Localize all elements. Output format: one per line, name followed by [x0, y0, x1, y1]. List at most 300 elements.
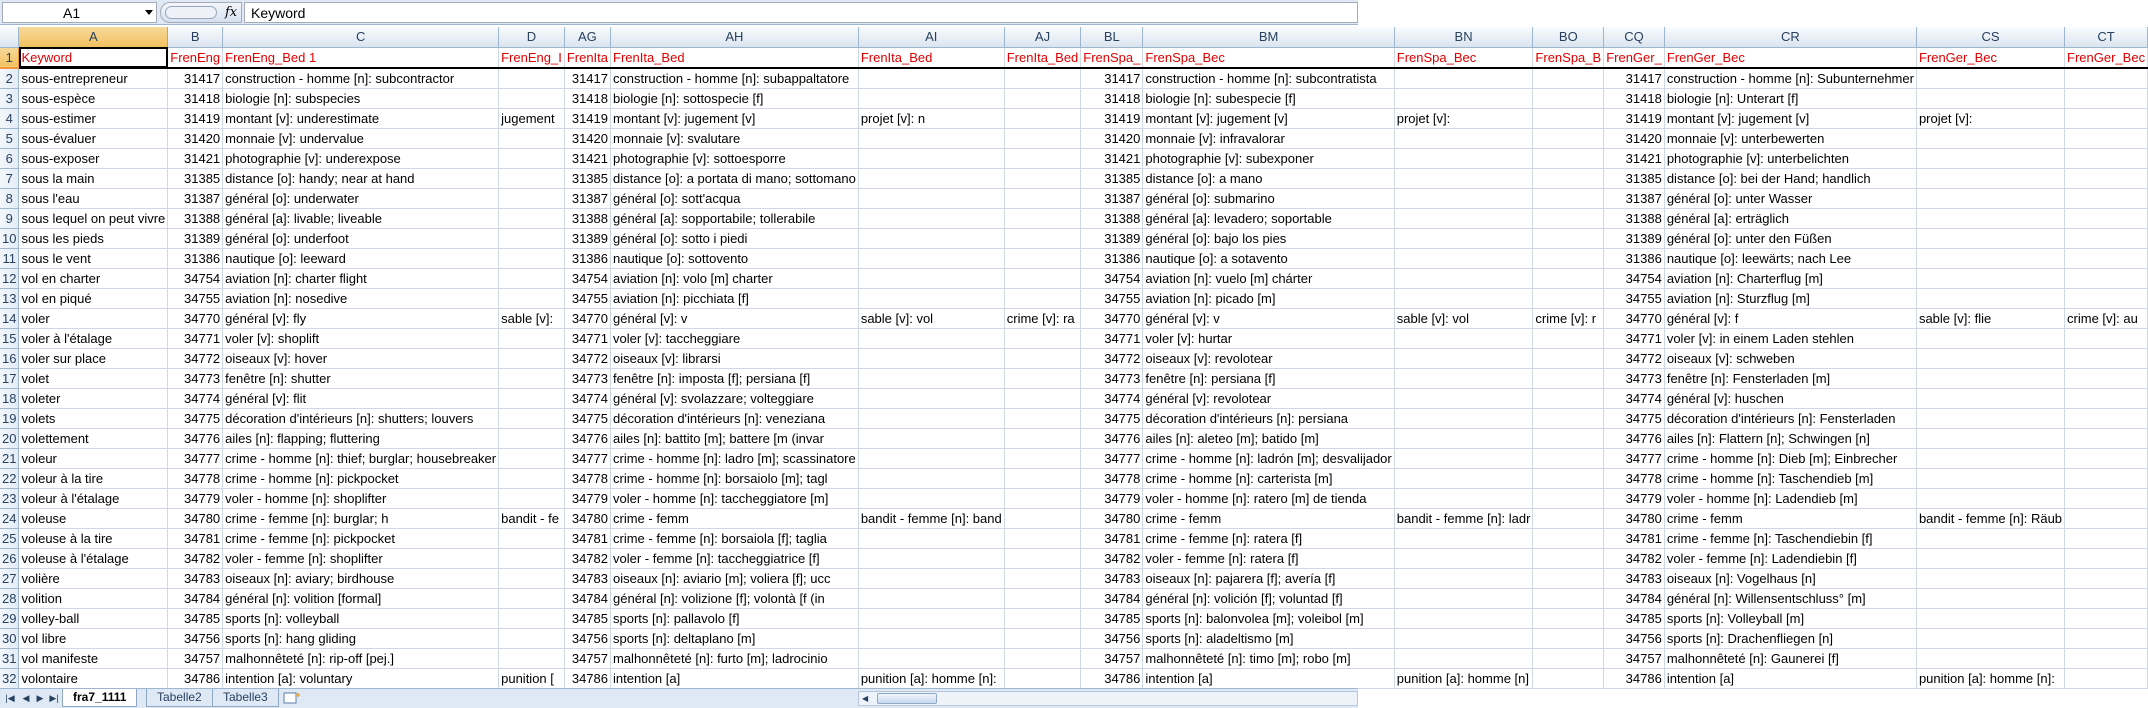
cell[interactable] [858, 528, 1004, 548]
cell[interactable]: vol en piqué [19, 288, 168, 308]
cell[interactable] [1004, 268, 1081, 288]
cell[interactable] [499, 488, 565, 508]
cell[interactable]: voleur à la tire [19, 468, 168, 488]
cell[interactable]: Keyword [19, 47, 168, 68]
cell[interactable]: nautique [o]: leewärts; nach Lee [1664, 248, 1916, 268]
cell[interactable]: punition [a]: homme [n]: [1916, 668, 2064, 688]
cell[interactable] [858, 388, 1004, 408]
cell[interactable] [1004, 208, 1081, 228]
cell[interactable]: général [v]: revolotear [1143, 388, 1394, 408]
cell[interactable] [1533, 668, 1604, 688]
row-header[interactable]: 32 [0, 668, 19, 688]
cell[interactable]: 31419 [1604, 108, 1665, 128]
cell[interactable]: crime - homme [n]: ladrón [m]; desvalijador [1143, 448, 1394, 468]
cell[interactable]: 34782 [1081, 548, 1143, 568]
cell[interactable] [499, 628, 565, 648]
cell[interactable] [1916, 88, 2064, 108]
cell[interactable]: distance [o]: bei der Hand; handlich [1664, 168, 1916, 188]
cell[interactable]: 31417 [564, 68, 610, 89]
cell[interactable] [1394, 368, 1533, 388]
row-header[interactable]: 18 [0, 388, 19, 408]
scroll-thumb[interactable] [877, 693, 937, 704]
cell[interactable]: 34773 [168, 368, 223, 388]
cell[interactable] [1916, 288, 2064, 308]
row-header[interactable]: 4 [0, 108, 19, 128]
cell[interactable]: FrenSpa_Bec [1394, 47, 1533, 68]
cell[interactable]: voler [v]: hurtar [1143, 328, 1394, 348]
cell[interactable] [1533, 148, 1604, 168]
cell[interactable] [499, 248, 565, 268]
cell[interactable] [1394, 128, 1533, 148]
cell[interactable] [1394, 188, 1533, 208]
cell[interactable]: photographie [v]: subexponer [1143, 148, 1394, 168]
cell[interactable]: sports [n]: volleyball [223, 608, 499, 628]
cell[interactable]: général [o]: underwater [223, 188, 499, 208]
cell[interactable]: 34771 [1604, 328, 1665, 348]
cell[interactable]: 34775 [1081, 408, 1143, 428]
cell[interactable]: monnaie [v]: undervalue [223, 128, 499, 148]
cell[interactable]: général [o]: unter Wasser [1664, 188, 1916, 208]
cell[interactable] [499, 428, 565, 448]
sheet-tab-fra7-1111[interactable]: fra7_1111 [62, 689, 137, 707]
cell[interactable] [1916, 168, 2064, 188]
column-header[interactable]: CR [1664, 27, 1916, 47]
cell[interactable] [1394, 68, 1533, 89]
cell[interactable]: 34779 [1081, 488, 1143, 508]
cell[interactable] [858, 88, 1004, 108]
cell[interactable]: 31420 [1604, 128, 1665, 148]
cell[interactable]: sable [v]: vol [1394, 308, 1533, 328]
cell[interactable]: jugement [499, 108, 565, 128]
cell[interactable] [1004, 348, 1081, 368]
cell[interactable] [499, 648, 565, 668]
cell[interactable]: 34755 [1604, 288, 1665, 308]
cell[interactable]: sous-évaluer [19, 128, 168, 148]
cell[interactable]: distance [o]: handy; near at hand [223, 168, 499, 188]
cell[interactable] [1394, 628, 1533, 648]
cell[interactable]: crime - femm [611, 508, 859, 528]
cell[interactable]: sports [n]: Drachenfliegen [n] [1664, 628, 1916, 648]
first-sheet-icon[interactable]: |◀ [5, 693, 15, 703]
cell[interactable]: voler - femme [n]: Ladendiebin [f] [1664, 548, 1916, 568]
cell[interactable] [1004, 408, 1081, 428]
cell[interactable] [1916, 468, 2064, 488]
cell[interactable]: 34781 [168, 528, 223, 548]
cell[interactable]: voler - homme [n]: taccheggiatore [m] [611, 488, 859, 508]
cell[interactable] [2065, 288, 2148, 308]
cell[interactable]: voleuse à la tire [19, 528, 168, 548]
cell[interactable] [1004, 588, 1081, 608]
cell[interactable]: 34781 [564, 528, 610, 548]
cell[interactable]: 34783 [564, 568, 610, 588]
cell[interactable]: 31389 [168, 228, 223, 248]
cell[interactable]: ailes [n]: Flattern [n]; Schwingen [n] [1664, 428, 1916, 448]
cell[interactable]: 34776 [1604, 428, 1665, 448]
cell[interactable] [858, 68, 1004, 89]
cell[interactable]: sous-exposer [19, 148, 168, 168]
cell[interactable]: sports [n]: aladeltismo [m] [1143, 628, 1394, 648]
cell[interactable] [499, 548, 565, 568]
cell[interactable] [1533, 208, 1604, 228]
cell[interactable] [1394, 528, 1533, 548]
cell[interactable]: 34786 [564, 668, 610, 688]
cell[interactable] [2065, 568, 2148, 588]
column-header[interactable]: C [223, 27, 499, 47]
cell[interactable] [1004, 248, 1081, 268]
cell[interactable]: général [v]: f [1664, 308, 1916, 328]
cell[interactable]: oiseaux [n]: aviary; birdhouse [223, 568, 499, 588]
cell[interactable]: oiseaux [v]: schweben [1664, 348, 1916, 368]
cell[interactable] [1916, 128, 2064, 148]
cell[interactable]: 34756 [1081, 628, 1143, 648]
cell[interactable] [2065, 408, 2148, 428]
cell[interactable]: 34771 [168, 328, 223, 348]
cell[interactable]: 34756 [168, 628, 223, 648]
cell[interactable] [1916, 408, 2064, 428]
cell[interactable]: 31385 [564, 168, 610, 188]
cell[interactable]: FrenGer_Bec [1664, 47, 1916, 68]
cell[interactable]: voler [v]: taccheggiare [611, 328, 859, 348]
cell[interactable]: vol en charter [19, 268, 168, 288]
cell[interactable]: 34783 [1604, 568, 1665, 588]
cell[interactable]: voler - femme [n]: taccheggiatrice [f] [611, 548, 859, 568]
cell[interactable]: sports [n]: Volleyball [m] [1664, 608, 1916, 628]
cell[interactable]: 34757 [1604, 648, 1665, 668]
cell[interactable] [499, 448, 565, 468]
cell[interactable]: crime - femme [n]: pickpocket [223, 528, 499, 548]
cell[interactable]: biologie [n]: subspecies [223, 88, 499, 108]
cell[interactable]: 31421 [168, 148, 223, 168]
cell[interactable]: général [v]: v [1143, 308, 1394, 328]
cell[interactable]: oiseaux [n]: pajarera [f]; avería [f] [1143, 568, 1394, 588]
cell[interactable] [499, 68, 565, 89]
cell[interactable]: général [a]: erträglich [1664, 208, 1916, 228]
cell[interactable] [1533, 368, 1604, 388]
cell[interactable]: 34785 [168, 608, 223, 628]
cell[interactable] [1004, 648, 1081, 668]
cell[interactable] [1394, 228, 1533, 248]
cell[interactable] [1916, 568, 2064, 588]
cell[interactable]: général [n]: volición [f]; voluntad [f] [1143, 588, 1394, 608]
cell[interactable] [858, 448, 1004, 468]
cell[interactable]: voler sur place [19, 348, 168, 368]
cell[interactable] [499, 208, 565, 228]
cell[interactable]: 34772 [564, 348, 610, 368]
cell[interactable] [2065, 128, 2148, 148]
cell[interactable]: 34774 [564, 388, 610, 408]
cell[interactable] [858, 568, 1004, 588]
cell[interactable]: construction - homme [n]: subcontratista [1143, 68, 1394, 89]
cell[interactable] [1004, 568, 1081, 588]
cell[interactable] [1533, 568, 1604, 588]
cell[interactable]: punition [a]: homme [n] [1394, 668, 1533, 688]
cell[interactable]: montant [v]: jugement [v] [1143, 108, 1394, 128]
cell[interactable] [499, 268, 565, 288]
cell[interactable] [1004, 88, 1081, 108]
cell[interactable]: FrenGer_Bec [2065, 47, 2148, 68]
cell[interactable]: sports [n]: balonvolea [m]; voleibol [m] [1143, 608, 1394, 628]
cell[interactable]: aviation [n]: Sturzflug [m] [1664, 288, 1916, 308]
cell[interactable] [1004, 468, 1081, 488]
cell[interactable]: 34779 [168, 488, 223, 508]
cell[interactable]: punition [a]: homme [n]: [858, 668, 1004, 688]
cell[interactable] [1916, 448, 2064, 468]
cell[interactable]: 34785 [1604, 608, 1665, 628]
cell[interactable] [1004, 68, 1081, 89]
cell[interactable] [1394, 588, 1533, 608]
cell[interactable]: 34783 [168, 568, 223, 588]
cell[interactable]: 34774 [1604, 388, 1665, 408]
cell[interactable]: général [v]: huschen [1664, 388, 1916, 408]
cell[interactable]: sports [n]: hang gliding [223, 628, 499, 648]
cell[interactable]: général [v]: v [611, 308, 859, 328]
cell[interactable] [499, 348, 565, 368]
cell[interactable] [1394, 548, 1533, 568]
cell[interactable]: général [o]: sott'acqua [611, 188, 859, 208]
cell[interactable]: crime - femme [n]: Taschendiebin [f] [1664, 528, 1916, 548]
cell[interactable] [1394, 288, 1533, 308]
cell[interactable]: 34779 [564, 488, 610, 508]
cell[interactable] [2065, 348, 2148, 368]
insert-function-icon[interactable]: fx [225, 5, 238, 20]
cell[interactable]: 34770 [564, 308, 610, 328]
row-header[interactable]: 5 [0, 128, 19, 148]
cell[interactable]: 31418 [168, 88, 223, 108]
cell[interactable]: général [o]: underfoot [223, 228, 499, 248]
cell[interactable]: 34785 [564, 608, 610, 628]
cell[interactable]: 31419 [168, 108, 223, 128]
cell[interactable]: 31420 [1081, 128, 1143, 148]
cell[interactable]: 34782 [1604, 548, 1665, 568]
cell[interactable]: 34780 [1081, 508, 1143, 528]
cell[interactable]: volière [19, 568, 168, 588]
cell[interactable] [1533, 128, 1604, 148]
cell[interactable]: 34784 [1081, 588, 1143, 608]
cell[interactable]: 34776 [168, 428, 223, 448]
cell[interactable] [1533, 548, 1604, 568]
cell[interactable] [1533, 648, 1604, 668]
cell[interactable]: voler - femme [n]: shoplifter [223, 548, 499, 568]
cell[interactable]: voleuse [19, 508, 168, 528]
cell[interactable] [1916, 188, 2064, 208]
cell[interactable] [2065, 448, 2148, 468]
cell[interactable] [1916, 208, 2064, 228]
cell[interactable] [1916, 548, 2064, 568]
cell[interactable] [2065, 628, 2148, 648]
cell[interactable]: montant [v]: jugement [v] [1664, 108, 1916, 128]
cell[interactable]: voler - homme [n]: shoplifter [223, 488, 499, 508]
cell[interactable] [858, 548, 1004, 568]
cell[interactable]: 31418 [564, 88, 610, 108]
cell[interactable] [1533, 488, 1604, 508]
cell[interactable]: voleuse à l'étalage [19, 548, 168, 568]
cell[interactable]: 34778 [1604, 468, 1665, 488]
cell[interactable] [2065, 208, 2148, 228]
cell[interactable]: 34754 [1604, 268, 1665, 288]
cell[interactable]: projet [v]: [1394, 108, 1533, 128]
cell[interactable] [858, 228, 1004, 248]
cell[interactable] [499, 228, 565, 248]
cell[interactable] [2065, 608, 2148, 628]
cell[interactable] [1394, 88, 1533, 108]
cell[interactable]: 31419 [1081, 108, 1143, 128]
cell[interactable]: fenêtre [n]: imposta [f]; persiana [f] [611, 368, 859, 388]
cell[interactable]: 34777 [1081, 448, 1143, 468]
cell[interactable]: aviation [n]: charter flight [223, 268, 499, 288]
cell[interactable] [1004, 428, 1081, 448]
cell[interactable]: 31420 [168, 128, 223, 148]
cell[interactable]: nautique [o]: sottovento [611, 248, 859, 268]
cell[interactable] [858, 188, 1004, 208]
cell[interactable]: 34778 [168, 468, 223, 488]
cell[interactable]: 34755 [564, 288, 610, 308]
cell[interactable] [2065, 88, 2148, 108]
cell[interactable]: 34784 [564, 588, 610, 608]
cell[interactable] [499, 148, 565, 168]
cell[interactable]: général [n]: Willensentschluss° [m] [1664, 588, 1916, 608]
cell[interactable] [1394, 648, 1533, 668]
row-header[interactable]: 30 [0, 628, 19, 648]
cell[interactable]: FrenIta [564, 47, 610, 68]
cell[interactable] [2065, 168, 2148, 188]
cell[interactable]: 34773 [564, 368, 610, 388]
cell[interactable]: 34754 [564, 268, 610, 288]
row-header[interactable]: 25 [0, 528, 19, 548]
cell[interactable] [2065, 268, 2148, 288]
cell[interactable]: ailes [n]: battito [m]; battere [m (invar [611, 428, 859, 448]
column-header[interactable]: A [19, 27, 168, 47]
cell[interactable]: montant [v]: underestimate [223, 108, 499, 128]
cell[interactable]: 34786 [1604, 668, 1665, 688]
cell[interactable]: 34777 [564, 448, 610, 468]
cell[interactable]: 34777 [1604, 448, 1665, 468]
cell[interactable]: fenêtre [n]: shutter [223, 368, 499, 388]
cell[interactable]: 31387 [168, 188, 223, 208]
cell[interactable]: 34772 [1604, 348, 1665, 368]
cell[interactable]: 31385 [168, 168, 223, 188]
row-header[interactable]: 19 [0, 408, 19, 428]
cell[interactable]: nautique [o]: a sotavento [1143, 248, 1394, 268]
cell[interactable] [1394, 608, 1533, 628]
cell[interactable]: 31418 [1604, 88, 1665, 108]
cell[interactable] [499, 608, 565, 628]
cell[interactable]: 31419 [564, 108, 610, 128]
column-header[interactable]: BN [1394, 27, 1533, 47]
cell[interactable]: 31389 [1081, 228, 1143, 248]
cell[interactable] [1004, 328, 1081, 348]
cell[interactable]: 31385 [1081, 168, 1143, 188]
cell[interactable]: biologie [n]: Unterart [f] [1664, 88, 1916, 108]
cell[interactable]: malhonnêteté [n]: rip-off [pej.] [223, 648, 499, 668]
cell[interactable] [1916, 348, 2064, 368]
cell[interactable] [1533, 288, 1604, 308]
cell[interactable]: 34784 [168, 588, 223, 608]
cell[interactable]: crime - homme [n]: ladro [m]; scassinatore [611, 448, 859, 468]
cell[interactable] [1004, 508, 1081, 528]
cell[interactable] [1533, 468, 1604, 488]
cell[interactable]: 34773 [1081, 368, 1143, 388]
cell[interactable]: FrenGer_ [1604, 47, 1665, 68]
cell[interactable]: aviation [n]: Charterflug [m] [1664, 268, 1916, 288]
cell[interactable] [1916, 248, 2064, 268]
cell[interactable] [1394, 408, 1533, 428]
cell[interactable]: 34776 [1081, 428, 1143, 448]
cell[interactable]: photographie [v]: underexpose [223, 148, 499, 168]
cell[interactable] [1916, 428, 2064, 448]
cell[interactable]: 34770 [168, 308, 223, 328]
select-all-corner[interactable] [0, 27, 19, 47]
column-header[interactable]: D [499, 27, 565, 47]
cell[interactable]: malhonnêteté [n]: furto [m]; ladrocinio [611, 648, 859, 668]
cell[interactable]: oiseaux [v]: librarsi [611, 348, 859, 368]
cell[interactable]: 31388 [1081, 208, 1143, 228]
cell[interactable] [858, 128, 1004, 148]
cell[interactable]: 34778 [564, 468, 610, 488]
cell[interactable] [858, 168, 1004, 188]
cell[interactable]: voleur [19, 448, 168, 468]
cell[interactable]: général [o]: submarino [1143, 188, 1394, 208]
cell[interactable] [1004, 608, 1081, 628]
cell[interactable] [1533, 108, 1604, 128]
column-header[interactable]: BO [1533, 27, 1604, 47]
cell[interactable]: volley-ball [19, 608, 168, 628]
cell[interactable] [1533, 68, 1604, 89]
cell[interactable] [1916, 68, 2064, 89]
cell[interactable] [2065, 388, 2148, 408]
row-header[interactable]: 9 [0, 208, 19, 228]
cell[interactable] [1004, 488, 1081, 508]
cell[interactable]: 31386 [1081, 248, 1143, 268]
cell[interactable]: sable [v]: flie [1916, 308, 2064, 328]
cell[interactable] [1004, 168, 1081, 188]
cell[interactable]: 31388 [168, 208, 223, 228]
cell[interactable]: volontaire [19, 668, 168, 688]
cell[interactable] [1916, 228, 2064, 248]
cell[interactable]: voler à l'étalage [19, 328, 168, 348]
insert-sheet-icon[interactable] [282, 691, 304, 705]
cell[interactable] [2065, 548, 2148, 568]
cell[interactable]: général [o]: bajo los pies [1143, 228, 1394, 248]
cell[interactable]: sports [n]: pallavolo [f] [611, 608, 859, 628]
cell[interactable]: 34772 [168, 348, 223, 368]
cell[interactable] [2065, 668, 2148, 688]
cell[interactable]: oiseaux [v]: hover [223, 348, 499, 368]
cell[interactable] [2065, 468, 2148, 488]
cell[interactable] [1394, 268, 1533, 288]
row-header[interactable]: 6 [0, 148, 19, 168]
cell[interactable] [1533, 448, 1604, 468]
cell[interactable] [1916, 148, 2064, 168]
last-sheet-icon[interactable]: ▶| [49, 693, 59, 703]
cell[interactable] [1916, 388, 2064, 408]
cell[interactable] [858, 208, 1004, 228]
horizontal-scrollbar[interactable] [858, 691, 1358, 706]
cell[interactable] [2065, 368, 2148, 388]
cell[interactable]: 34775 [564, 408, 610, 428]
cell[interactable]: crime - femme [n]: burglar; h [223, 508, 499, 528]
cell[interactable]: monnaie [v]: svalutare [611, 128, 859, 148]
cell[interactable]: 31387 [1604, 188, 1665, 208]
cell[interactable] [499, 328, 565, 348]
cell[interactable] [1533, 88, 1604, 108]
cell[interactable] [1533, 408, 1604, 428]
row-header[interactable]: 24 [0, 508, 19, 528]
cell[interactable]: nautique [o]: leeward [223, 248, 499, 268]
cell[interactable] [2065, 108, 2148, 128]
cell[interactable] [1004, 548, 1081, 568]
cell[interactable] [499, 168, 565, 188]
cell[interactable] [858, 588, 1004, 608]
